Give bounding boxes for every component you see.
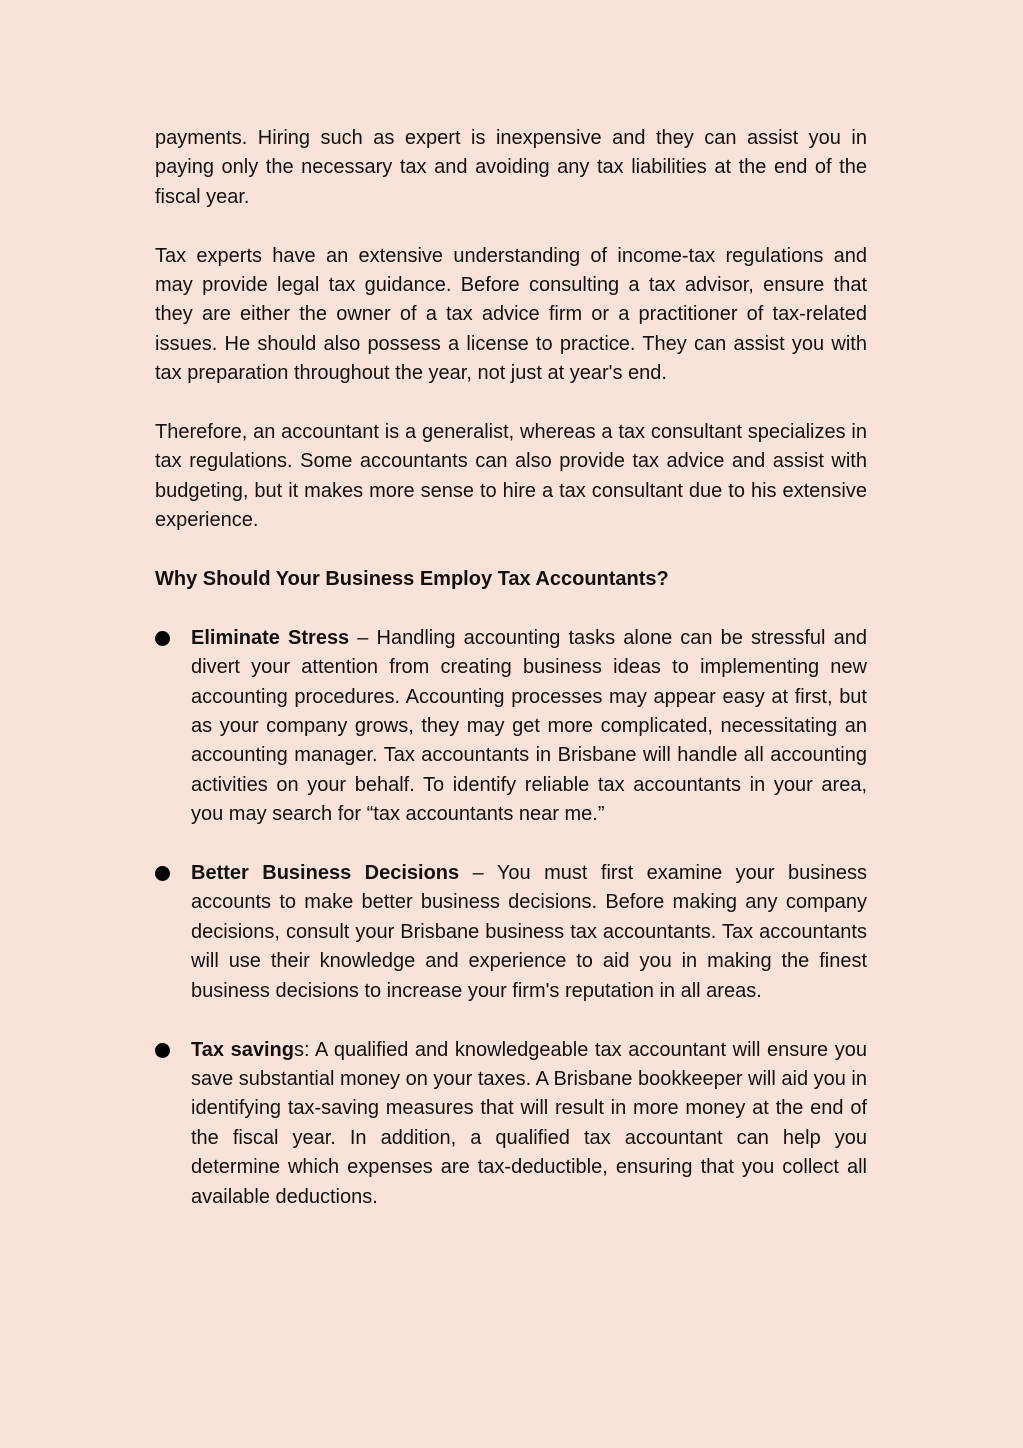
bullet-term: Eliminate Stress (191, 626, 350, 649)
bullet-icon (155, 1043, 170, 1058)
benefits-list (155, 624, 867, 1212)
list-item-tax-savings (155, 1036, 867, 1212)
bullet-icon (155, 631, 170, 646)
document-page (155, 124, 867, 1241)
section-heading: Why Should Your Business Employ Tax Accountants? (155, 568, 669, 591)
bullet-term: Tax saving (191, 1038, 294, 1061)
bullet-text: Handling accounting tasks alone can be stressful and divert your attention from creating business ideas to implementing new accounting procedures. Accounting processes may appear easy at first, but as your company grows, they may get more complicated, necessitating an accounting manager. Tax accountants in Brisbane will handle all accounting activities on your behalf. To identify reliable tax accountants in your area, you may search for “tax accountants near me.” (191, 626, 867, 826)
list-item-eliminate-stress (155, 624, 867, 830)
bullet-separator: – (459, 862, 497, 885)
paragraph-intro: payments. Hiring such as expert is inexpensive and they can assist you in paying only the necessary tax and avoiding any tax liabilities at the end of the fiscal year. (155, 127, 867, 208)
paragraph-tax-experts: Tax experts have an extensive understanding of income-tax regulations and may provide legal tax guidance. Before consulting a tax advisor, ensure that they are either the owner of a tax advice firm or a practitioner of tax-related issues. He should also possess a license to practice. They can assist you with tax preparation throughout the year, not just at year's end. (155, 244, 867, 385)
paragraph-generalist: Therefore, an accountant is a generalist, whereas a tax consultant specializes in tax regulations. Some accountants can also provide tax advice and assist with budgeting, but it makes more sense to hire a tax consultant due to his extensive experience. (155, 421, 867, 532)
bullet-separator: – (349, 626, 377, 649)
bullet-text: You must first examine your business accounts to make better business decisions. Before making any company decisions, consult your Brisbane business tax accountants. Tax accountants will use their knowledge and experience to aid you in making the finest business decisions to increase your firm's reputation in all areas. (191, 862, 867, 1002)
bullet-icon (155, 866, 170, 881)
bullet-separator: s: (293, 1038, 315, 1061)
bullet-term: Better Business Decisions (191, 862, 460, 885)
list-item-better-decisions (155, 859, 867, 1006)
bullet-text: A qualified and knowledgeable tax accountant will ensure you save substantial money on your taxes. A Brisbane bookkeeper will aid you in identifying tax-saving measures that will result in more money at the end of the fiscal year. In addition, a qualified tax accountant can help you determine which expenses are tax-deductible, ensuring that you collect all available deductions. (191, 1038, 868, 1208)
